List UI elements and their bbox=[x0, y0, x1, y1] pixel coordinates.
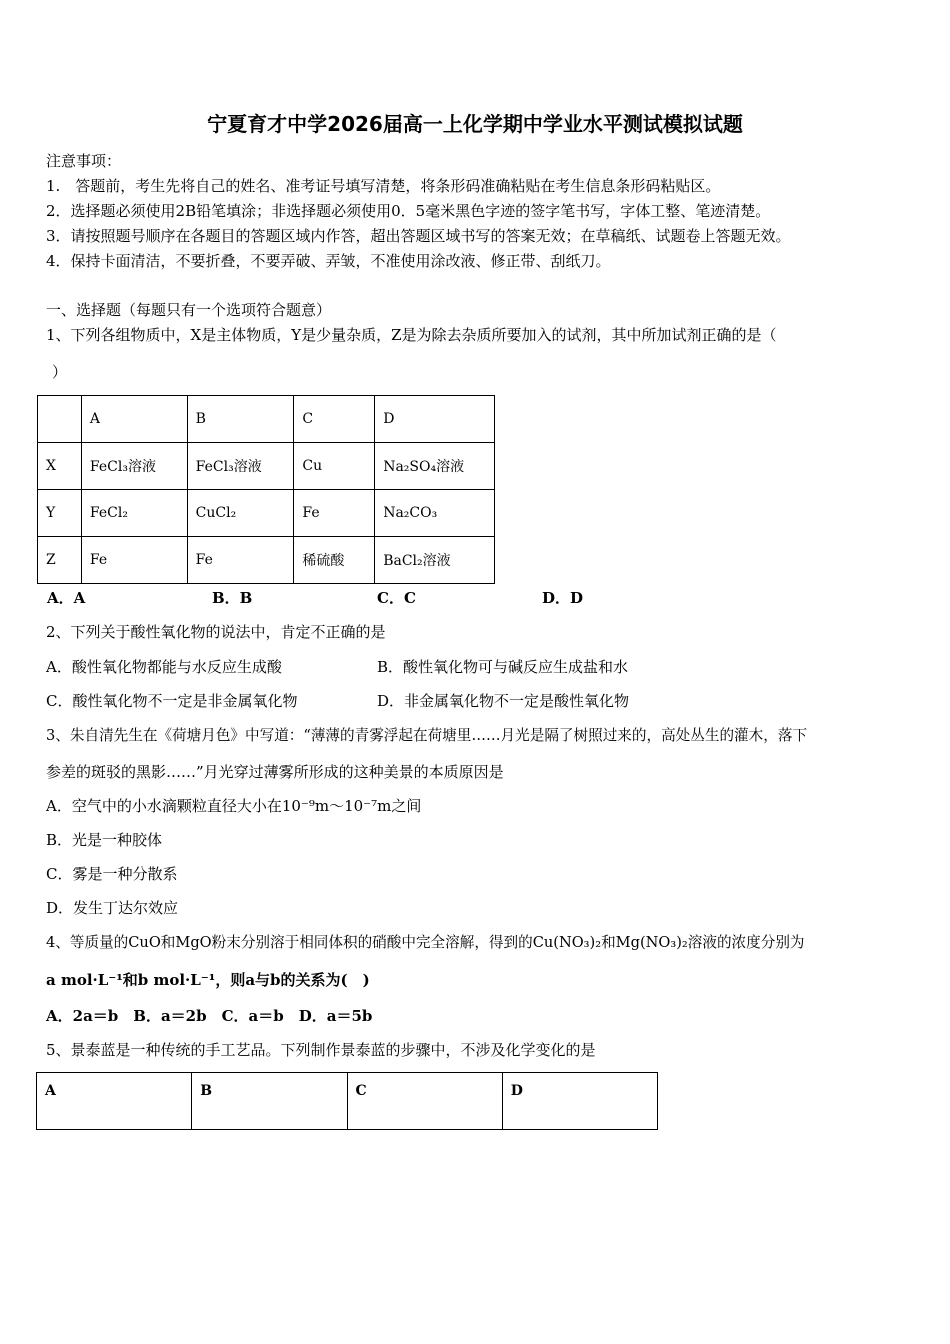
table-cell: CuCl₂ bbox=[187, 490, 294, 537]
table-cell bbox=[38, 396, 82, 443]
q5-table bbox=[36, 1072, 658, 1130]
notice-item: 2．选择题必须使用2B铅笔填涂；非选择题必须使用0．5毫米黑色字迹的签字笔书写，字体工整、笔迹清楚。 bbox=[46, 202, 771, 220]
table-row bbox=[38, 443, 495, 490]
table-cell: 稀硫酸 bbox=[294, 537, 375, 584]
q3-option-a: A．空气中的小水滴颗粒直径大小在10⁻⁹m～10⁻⁷m之间 bbox=[46, 797, 422, 815]
table-cell: Z bbox=[38, 537, 82, 584]
q1-stem: 1、下列各组物质中，X是主体物质，Y是少量杂质，Z是为除去杂质所要加入的试剂，其中所加试剂正确的是（ bbox=[46, 326, 777, 344]
q2-option-d: D．非金属氧化物不一定是酸性氧化物 bbox=[377, 692, 630, 710]
table-cell: B bbox=[192, 1073, 347, 1130]
q2-option-b: B．酸性氧化物可与碱反应生成盐和水 bbox=[377, 658, 629, 676]
q4-stem-line1: 4、等质量的CuO和MgO粉末分别溶于相同体积的硝酸中完全溶解，得到的Cu(NO₃)₂和Mg(NO₃)₂溶液的浓度分别为 bbox=[46, 934, 805, 951]
table-row bbox=[38, 537, 495, 584]
q2-option-a: A．酸性氧化物都能与水反应生成酸 bbox=[46, 658, 282, 676]
table-cell: A bbox=[81, 396, 187, 443]
table-cell: FeCl₃溶液 bbox=[187, 443, 294, 490]
table-cell: Cu bbox=[294, 443, 375, 490]
q5-stem: 5、景泰蓝是一种传统的手工艺品。下列制作景泰蓝的步骤中，不涉及化学变化的是 bbox=[46, 1041, 596, 1059]
section-heading: 一、选择题（每题只有一个选项符合题意） bbox=[46, 301, 332, 319]
q1-option-a: A．A bbox=[47, 589, 86, 607]
table-cell: BaCl₂溶液 bbox=[375, 537, 495, 584]
q3-option-c: C．雾是一种分散系 bbox=[46, 865, 178, 883]
table-cell: C bbox=[347, 1073, 502, 1130]
table-cell: B bbox=[187, 396, 294, 443]
table-row bbox=[37, 1073, 658, 1130]
table-cell: D bbox=[375, 396, 495, 443]
q1-option-c: C．C bbox=[377, 589, 416, 607]
q4-stem-line2: a mol·L⁻¹和b mol·L⁻¹，则a与b的关系为( ) bbox=[46, 971, 370, 989]
table-cell: Y bbox=[38, 490, 82, 537]
notice-item: 1. 答题前，考生先将自己的姓名、准考证号填写清楚，将条形码准确粘贴在考生信息条形码粘贴区。 bbox=[46, 177, 721, 195]
q4-options: A．2a＝b B．a＝2b C．a＝b D．a＝5b bbox=[46, 1007, 373, 1025]
notice-item: 3．请按照题号顺序在各题目的答题区域内作答，超出答题区域书写的答案无效；在草稿纸、试题卷上答题无效。 bbox=[46, 227, 791, 245]
table-cell: Fe bbox=[187, 537, 294, 584]
q1-option-d: D．D bbox=[542, 589, 584, 607]
q3-option-d: D．发生丁达尔效应 bbox=[46, 899, 179, 917]
table-cell: Na₂CO₃ bbox=[375, 490, 495, 537]
table-cell: D bbox=[502, 1073, 657, 1130]
page-title: 宁夏育才中学2026届高一上化学期中学业水平测试模拟试题 bbox=[207, 112, 743, 136]
table-cell: Fe bbox=[294, 490, 375, 537]
table-cell: A bbox=[37, 1073, 192, 1130]
q2-option-c: C．酸性氧化物不一定是非金属氧化物 bbox=[46, 692, 298, 710]
notice-item: 4．保持卡面清洁，不要折叠，不要弄破、弄皱，不准使用涂改液、修正带、刮纸刀。 bbox=[46, 252, 611, 270]
notice-heading: 注意事项： bbox=[46, 152, 122, 170]
q3-option-b: B．光是一种胶体 bbox=[46, 831, 163, 849]
table-cell: Na₂SO₄溶液 bbox=[375, 443, 495, 490]
table-cell: FeCl₃溶液 bbox=[81, 443, 187, 490]
table-cell: C bbox=[294, 396, 375, 443]
q1-stem-end: ） bbox=[52, 363, 68, 381]
q2-stem: 2、下列关于酸性氧化物的说法中，肯定不正确的是 bbox=[46, 623, 386, 641]
table-cell: Fe bbox=[81, 537, 187, 584]
q1-table bbox=[37, 395, 495, 584]
q3-stem-line1: 3、朱自清先生在《荷塘月色》中写道：“薄薄的青雾浮起在荷塘里……月光是隔了树照过来的，高处丛生的灌木，落下 bbox=[46, 727, 808, 744]
q3-stem-line2: 参差的斑驳的黑影……”月光穿过薄雾所形成的这种美景的本质原因是 bbox=[46, 763, 504, 781]
table-row bbox=[38, 396, 495, 443]
table-cell: X bbox=[38, 443, 82, 490]
q1-option-b: B．B bbox=[212, 589, 253, 607]
table-cell: FeCl₂ bbox=[81, 490, 187, 537]
table-row bbox=[38, 490, 495, 537]
